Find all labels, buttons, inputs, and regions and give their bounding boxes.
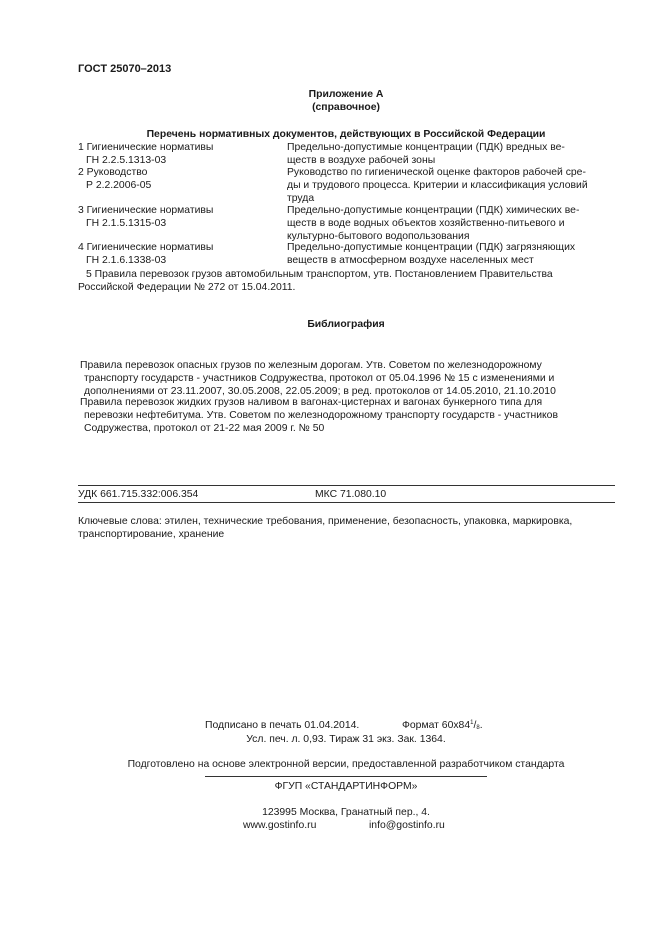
appendix-title: Приложение А <box>308 89 384 100</box>
email-link[interactable]: info@gostinfo.ru <box>369 820 445 831</box>
item-desc-line: ществ в воде водных объектов хозяйственно-питьевого и <box>287 218 565 229</box>
item-label: 3 Гигиенические нормативы <box>78 205 214 216</box>
item-label: 4 Гигиенические нормативы <box>78 242 214 253</box>
website-link[interactable]: www.gostinfo.ru <box>243 820 317 831</box>
item-code: Р 2.2.2006-05 <box>86 180 152 191</box>
item-desc-line: Предельно-допустимые концентрации (ПДК) химических ве- <box>287 205 580 216</box>
publisher-divider <box>205 776 487 777</box>
publisher-name: ФГУП «СТАНДАРТИНФОРМ» <box>274 781 418 792</box>
bib-line: Правила перевозок жидких грузов наливом в вагонах-цистернах и вагонах бункерного типа для <box>80 397 543 408</box>
udk-code: УДК 661.715.332:006.354 <box>78 489 199 500</box>
appendix-subtitle: (справочное) <box>312 102 380 113</box>
format-denominator: 8 <box>476 725 480 731</box>
keywords-line: Ключевые слова: этилен, технические требования, применение, безопасность, упаковка, маркировка, <box>78 516 573 527</box>
item-desc-line: Предельно-допустимые концентрации (ПДК) вредных ве- <box>287 142 565 153</box>
item-desc-line: Предельно-допустимые концентрации (ПДК) загрязняющих <box>287 242 576 253</box>
normative-item-5 <box>78 268 610 294</box>
item-desc-line: ды и трудового процесса. Критерии и классификация условий <box>287 180 588 191</box>
keywords-line: транспортирование, хранение <box>78 529 225 540</box>
bib-line: Правила перевозок опасных грузов по железным дорогам. Утв. Советом по железнодорожному <box>80 360 542 371</box>
divider-top <box>78 485 615 486</box>
bib-line: дополнениями от 23.11.2007, 30.05.2008, 22.05.2009; в ред. протоколов от 14.05.2010, 21.10.2010 <box>84 386 556 397</box>
keywords <box>78 515 615 541</box>
item-code: ГН 2.2.5.1313-03 <box>86 155 167 166</box>
item-code: ГН 2.1.6.1338-03 <box>86 255 167 266</box>
divider-bottom <box>78 502 615 503</box>
item-desc-line: культурно-бытового водопользования <box>287 231 470 242</box>
normative-list-title: Перечень нормативных документов, действующих в Российской Федерации <box>146 129 546 140</box>
item-desc-line: Руководство по гигиенической оценке факторов рабочей сре- <box>287 167 586 178</box>
item5-line: 5 Правила перевозок грузов автомобильным транспортом, утв. Постановлением Правительства <box>86 269 553 280</box>
bibliography-entry-2 <box>80 396 604 435</box>
item-desc-line: ществ в воздухе рабочей зоны <box>287 155 436 166</box>
format-numerator: 1 <box>470 720 474 726</box>
item-label: 1 Гигиенические нормативы <box>78 142 214 153</box>
bibliography-entry-1 <box>80 359 604 398</box>
format-prefix: Формат 60x84 <box>402 720 471 731</box>
bib-line: Содружества, протокол от 21-22 мая 2009 г. № 50 <box>84 423 325 434</box>
bibliography-title: Библиография <box>307 319 385 330</box>
item-label: 2 Руководство <box>78 167 148 178</box>
paper-format: Формат $60x84^1/_8$. <box>402 720 483 731</box>
bib-line: перевозки нефтебитума. Утв. Советом по железнодорожному транспорту государств - участников <box>84 410 558 421</box>
prepared-note: Подготовлено на основе электронной версии, предоставленной разработчиком стандарта <box>127 759 565 770</box>
item-desc-line: труда <box>287 193 315 204</box>
document-code: ГОСТ 25070–2013 <box>78 63 172 75</box>
item-desc-line: веществ в атмосферном воздухе населенных мест <box>287 255 534 266</box>
publisher-address: 123995 Москва, Гранатный пер., 4. <box>262 807 430 818</box>
signed-date: Подписано в печать 01.04.2014. <box>205 720 360 731</box>
mks-code: МКС 71.080.10 <box>315 489 387 500</box>
bib-line: транспорту государств - участников Содружества, протокол от 05.04.1996 № 15 с изменениями и <box>84 373 555 384</box>
print-info: Усл. печ. л. 0,93. Тираж 31 экз. Зак. 1364. <box>246 734 446 745</box>
item-code: ГН 2.1.5.1315-03 <box>86 218 167 229</box>
item5-line: Российской Федерации № 272 от 15.04.2011. <box>78 282 296 293</box>
